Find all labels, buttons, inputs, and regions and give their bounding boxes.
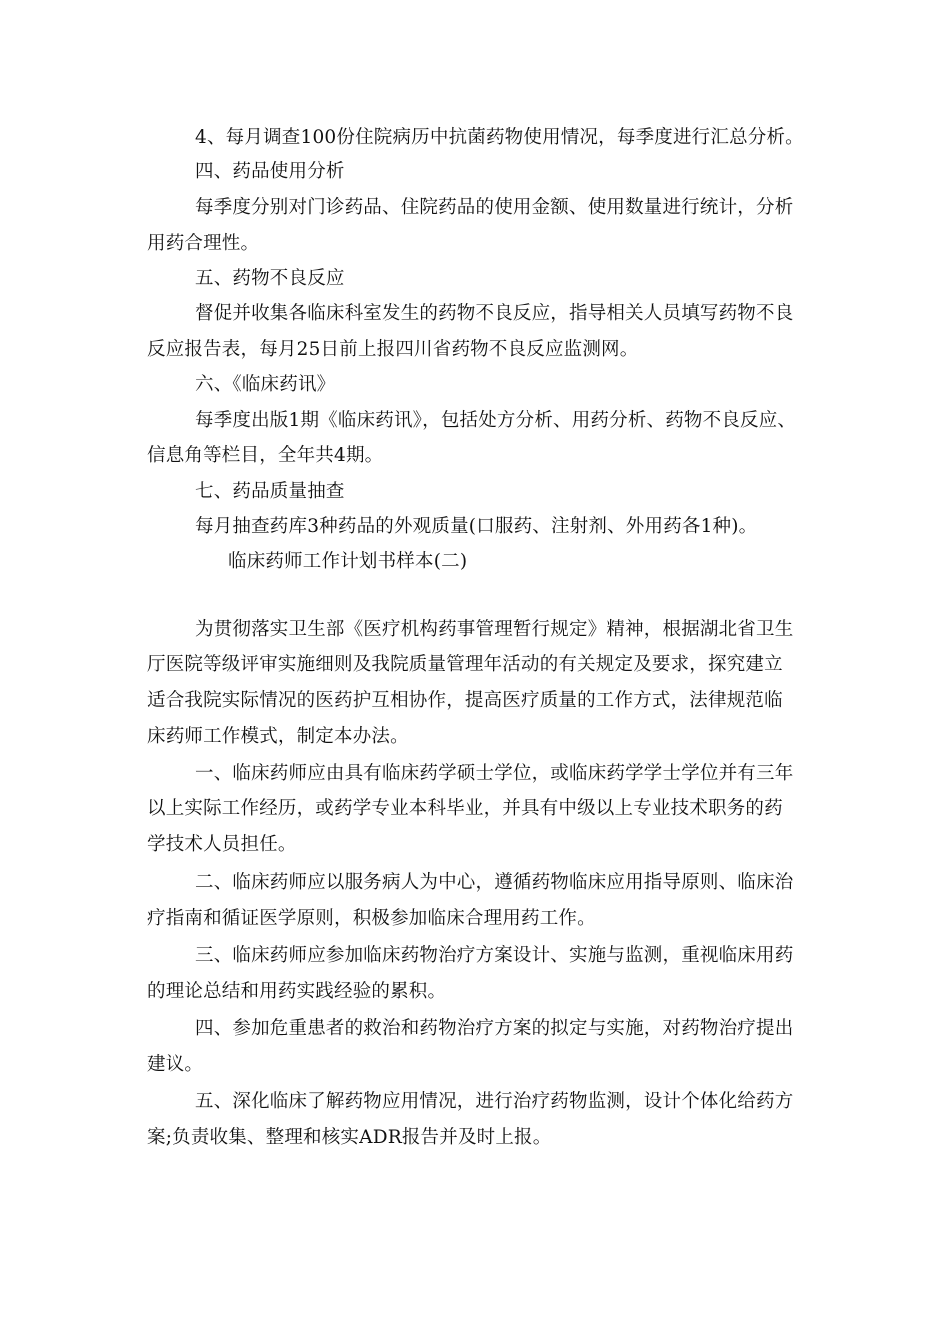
document-subtitle: 临床药师工作计划书样本(二) [228,551,468,572]
paragraph-rule-2-line-2: 疗指南和循证医学原则，积极参加临床合理用药工作。 [147,908,596,929]
paragraph-item-4-antibiotics: 4、每月调查100份住院病历中抗菌药物使用情况，每季度进行汇总分析。 [195,127,804,148]
paragraph-intro-line-2: 厅医院等级评审实施细则及我院质量管理年活动的有关规定及要求，探究建立 [147,654,783,675]
paragraph-rule-1-line-2: 以上实际工作经历，或药学专业本科毕业，并具有中级以上专业技术职务的药 [147,798,783,819]
paragraph-rule-3-line-2: 的理论总结和用药实践经验的累积。 [147,981,447,1002]
paragraph-drug-use-line-2: 用药合理性。 [147,233,260,254]
paragraph-rule-5-line-2: 案;负责收集、整理和核实ADR报告并及时上报。 [147,1127,552,1148]
paragraph-rule-5-line-1: 五、深化临床了解药物应用情况，进行治疗药物监测，设计个体化给药方 [195,1091,794,1112]
paragraph-intro-line-3: 适合我院实际情况的医药护互相协作，提高医疗质量的工作方式，法律规范临 [147,690,783,711]
section-heading-drug-use-analysis: 四、药品使用分析 [195,161,345,182]
section-heading-adverse-reactions: 五、药物不良反应 [195,268,345,289]
paragraph-quality-check: 每月抽查药库3种药品的外观质量(口服药、注射剂、外用药各1种)。 [195,516,758,537]
section-heading-clinical-bulletin: 六、《临床药讯》 [195,374,336,395]
paragraph-rule-3-line-1: 三、临床药师应参加临床药物治疗方案设计、实施与监测，重视临床用药 [195,945,794,966]
paragraph-intro-line-4: 床药师工作模式，制定本办法。 [147,726,409,747]
paragraph-rule-2-line-1: 二、临床药师应以服务病人为中心，遵循药物临床应用指导原则、临床治 [195,872,794,893]
paragraph-rule-4-line-1: 四、参加危重患者的救治和药物治疗方案的拟定与实施，对药物治疗提出 [195,1018,794,1039]
paragraph-bulletin-line-1: 每季度出版1期《临床药讯》，包括处方分析、用药分析、药物不良反应、 [195,410,797,431]
paragraph-intro-line-1: 为贯彻落实卫生部《医疗机构药事管理暂行规定》精神，根据湖北省卫生 [195,619,794,640]
paragraph-rule-4-line-2: 建议。 [147,1054,204,1075]
paragraph-adverse-line-2: 反应报告表，每月25日前上报四川省药物不良反应监测网。 [147,339,639,360]
paragraph-rule-1-line-1: 一、临床药师应由具有临床药学硕士学位，或临床药学学士学位并有三年 [195,763,794,784]
paragraph-bulletin-line-2: 信息角等栏目，全年共4期。 [147,445,384,466]
paragraph-drug-use-line-1: 每季度分别对门诊药品、住院药品的使用金额、使用数量进行统计，分析 [195,197,794,218]
paragraph-adverse-line-1: 督促并收集各临床科室发生的药物不良反应，指导相关人员填写药物不良 [195,303,794,324]
section-heading-quality-check: 七、药品质量抽查 [195,481,345,502]
paragraph-rule-1-line-3: 学技术人员担任。 [147,834,297,855]
